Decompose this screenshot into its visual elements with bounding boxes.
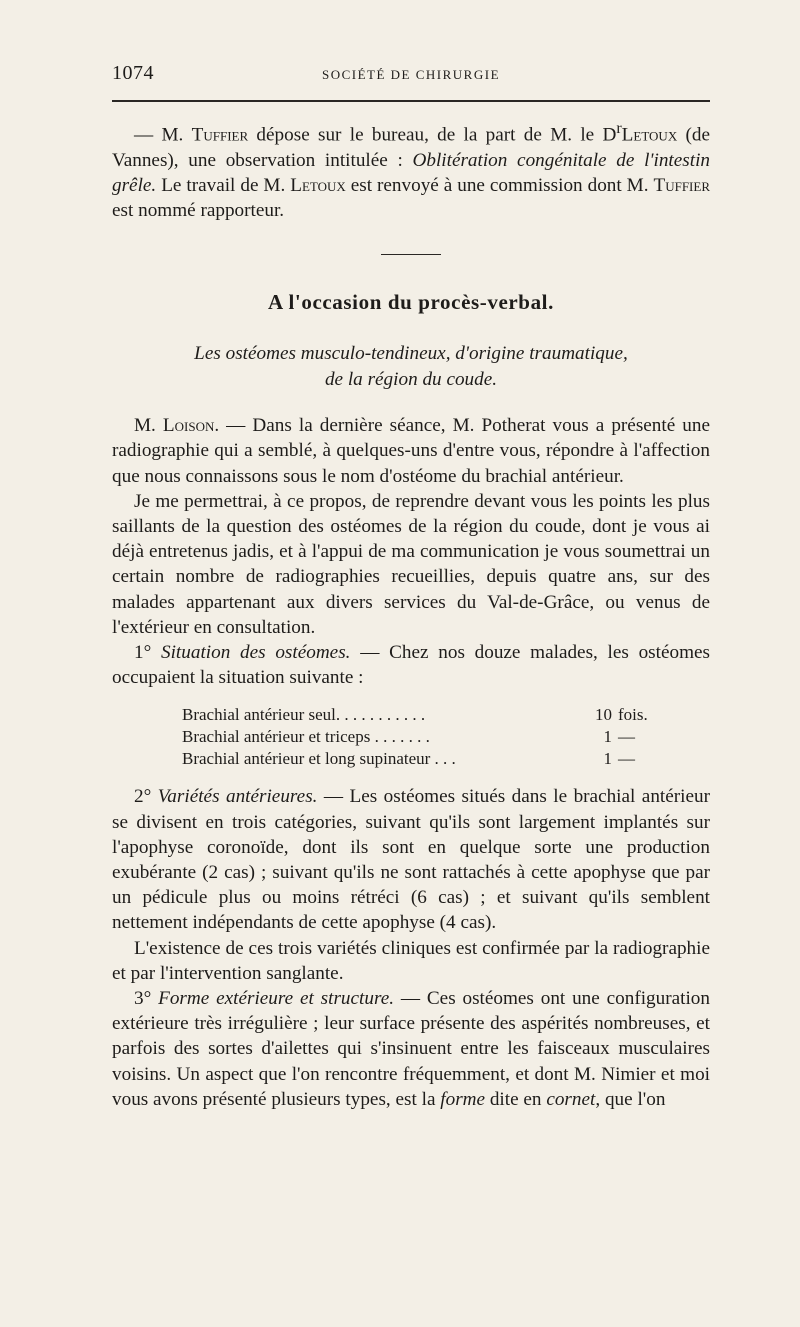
case-site: Brachial antérieur et long supinateur . . . bbox=[182, 749, 456, 769]
author-name: Tuffier bbox=[191, 124, 249, 146]
item-number: 3° bbox=[134, 988, 159, 1010]
paragraph-situation bbox=[112, 640, 710, 690]
intro-text: dépose sur le bureau, de la part de M. le D bbox=[248, 124, 617, 146]
cases-table bbox=[182, 704, 668, 770]
subtitle-line: Les ostéomes musculo-tendineux, d'origine traumatique, bbox=[194, 343, 628, 365]
italic-term: forme bbox=[440, 1088, 486, 1110]
item-heading: Variétés antérieures. bbox=[157, 786, 318, 808]
case-count: 1 bbox=[603, 727, 612, 747]
section-subtitle bbox=[112, 341, 710, 393]
speaker-name: M. Loison. bbox=[134, 415, 220, 437]
paragraph-varieties bbox=[112, 784, 710, 935]
doctor-abbrev-sup: r bbox=[616, 120, 622, 137]
item-heading: Forme extérieure et structure. bbox=[158, 988, 395, 1010]
item-heading: Situation des ostéomes. bbox=[161, 642, 351, 664]
page-body bbox=[112, 116, 710, 1112]
intro-text: (de Vannes), une observation intitulée : bbox=[112, 124, 711, 171]
intro-paragraph bbox=[112, 116, 710, 223]
observation-title: Oblitération congénitale de l'intestin grêle. bbox=[112, 149, 710, 196]
section-title: A l'occasion du procès-verbal. bbox=[268, 290, 554, 315]
intro-text: Le travail de M. bbox=[156, 174, 291, 196]
paragraph-form bbox=[112, 986, 710, 1112]
table-row bbox=[182, 704, 668, 726]
paragraph-text: — Ces ostéomes ont une configuration extérieure très irrégulière ; leur surface présente des aspérités nombreuses, et parfois des sortes d'ailettes qui s'insinuent entre les faisceaux musculaires voisins. Un aspect que l'on rencontre fréquemment, et dont M. Nimier et moi vous avons présenté plusieurs types, est la bbox=[112, 988, 710, 1110]
table-row bbox=[182, 748, 668, 770]
paragraph-text: dite en bbox=[485, 1088, 547, 1110]
author-name: Letoux bbox=[621, 124, 678, 146]
table-row bbox=[182, 726, 668, 748]
case-count: 1 bbox=[603, 749, 612, 769]
paragraph-text: — Chez nos douze malades, les ostéomes occupaient la situation suivante : bbox=[112, 642, 710, 689]
running-head: SOCIÉTÉ DE CHIRURGIE bbox=[321, 67, 501, 82]
item-number: 2° bbox=[134, 786, 158, 808]
case-site: Brachial antérieur et triceps . . . . . . . bbox=[182, 727, 430, 747]
author-name: Letoux bbox=[290, 174, 346, 196]
page-number: 1074 bbox=[112, 62, 154, 84]
section-separator bbox=[381, 254, 441, 255]
case-unit: — bbox=[618, 727, 635, 747]
paragraph-loison bbox=[112, 413, 710, 489]
intro-text: est nommé rapporteur. bbox=[112, 200, 285, 221]
header-rule bbox=[112, 100, 710, 102]
italic-term: cornet bbox=[546, 1088, 596, 1110]
intro-dash: — M. bbox=[134, 124, 192, 146]
case-count: 10 bbox=[595, 705, 612, 725]
author-name: Tuffier bbox=[653, 174, 710, 196]
page-header bbox=[112, 60, 710, 90]
item-number: 1° bbox=[134, 642, 161, 664]
case-site: Brachial antérieur seul. . . . . . . . . . . bbox=[182, 705, 426, 725]
subtitle-line: de la région du coude. bbox=[324, 369, 498, 391]
paragraph-communication: Je me permettrai, à ce propos, de reprendre devant vous les points les plus saillants de la question des ostéomes de la région du coude, dont je vous ai déjà entretenus jadis, et à l'appui de ma communication je vous soumettrai un certain nombre de radiographies recueillies, depuis quatre ans, sur des malades appartenant aux divers services du Val-de-Grâce, ou venus de l'extérieur en consultation. bbox=[112, 490, 710, 638]
paragraph-text: — Dans la dernière séance, M. Potherat vous a présenté une radiographie qui a semblé, à quelques-uns d'entre vous, répondre à l'affection que nous connaissons sous le nom d'ostéome du brachial antérieur. bbox=[112, 415, 710, 487]
paragraph-radiography: L'existence de ces trois variétés cliniques est confirmée par la radiographie et par l'intervention sanglante. bbox=[112, 937, 710, 984]
case-unit: — bbox=[618, 749, 635, 769]
intro-text: est renvoyé à une commission dont M. bbox=[345, 174, 654, 196]
paragraph-text: , que l'on bbox=[595, 1088, 666, 1110]
case-unit: fois. bbox=[618, 705, 648, 725]
paragraph-text: — Les ostéomes situés dans le brachial antérieur se divisent en trois catégories, suivant qu'ils sont largement implantés sur l'apophyse coronoïde, dont ils sont en quelque sorte une production exubérante (2 cas) ; suivant qu'ils ne sont rattachés à cette apophyse que par un pédicule plus ou moins rétréci (6 cas) ; et suivant qu'ils semblent nettement indépendants de cette apophyse (4 cas). bbox=[112, 786, 710, 934]
